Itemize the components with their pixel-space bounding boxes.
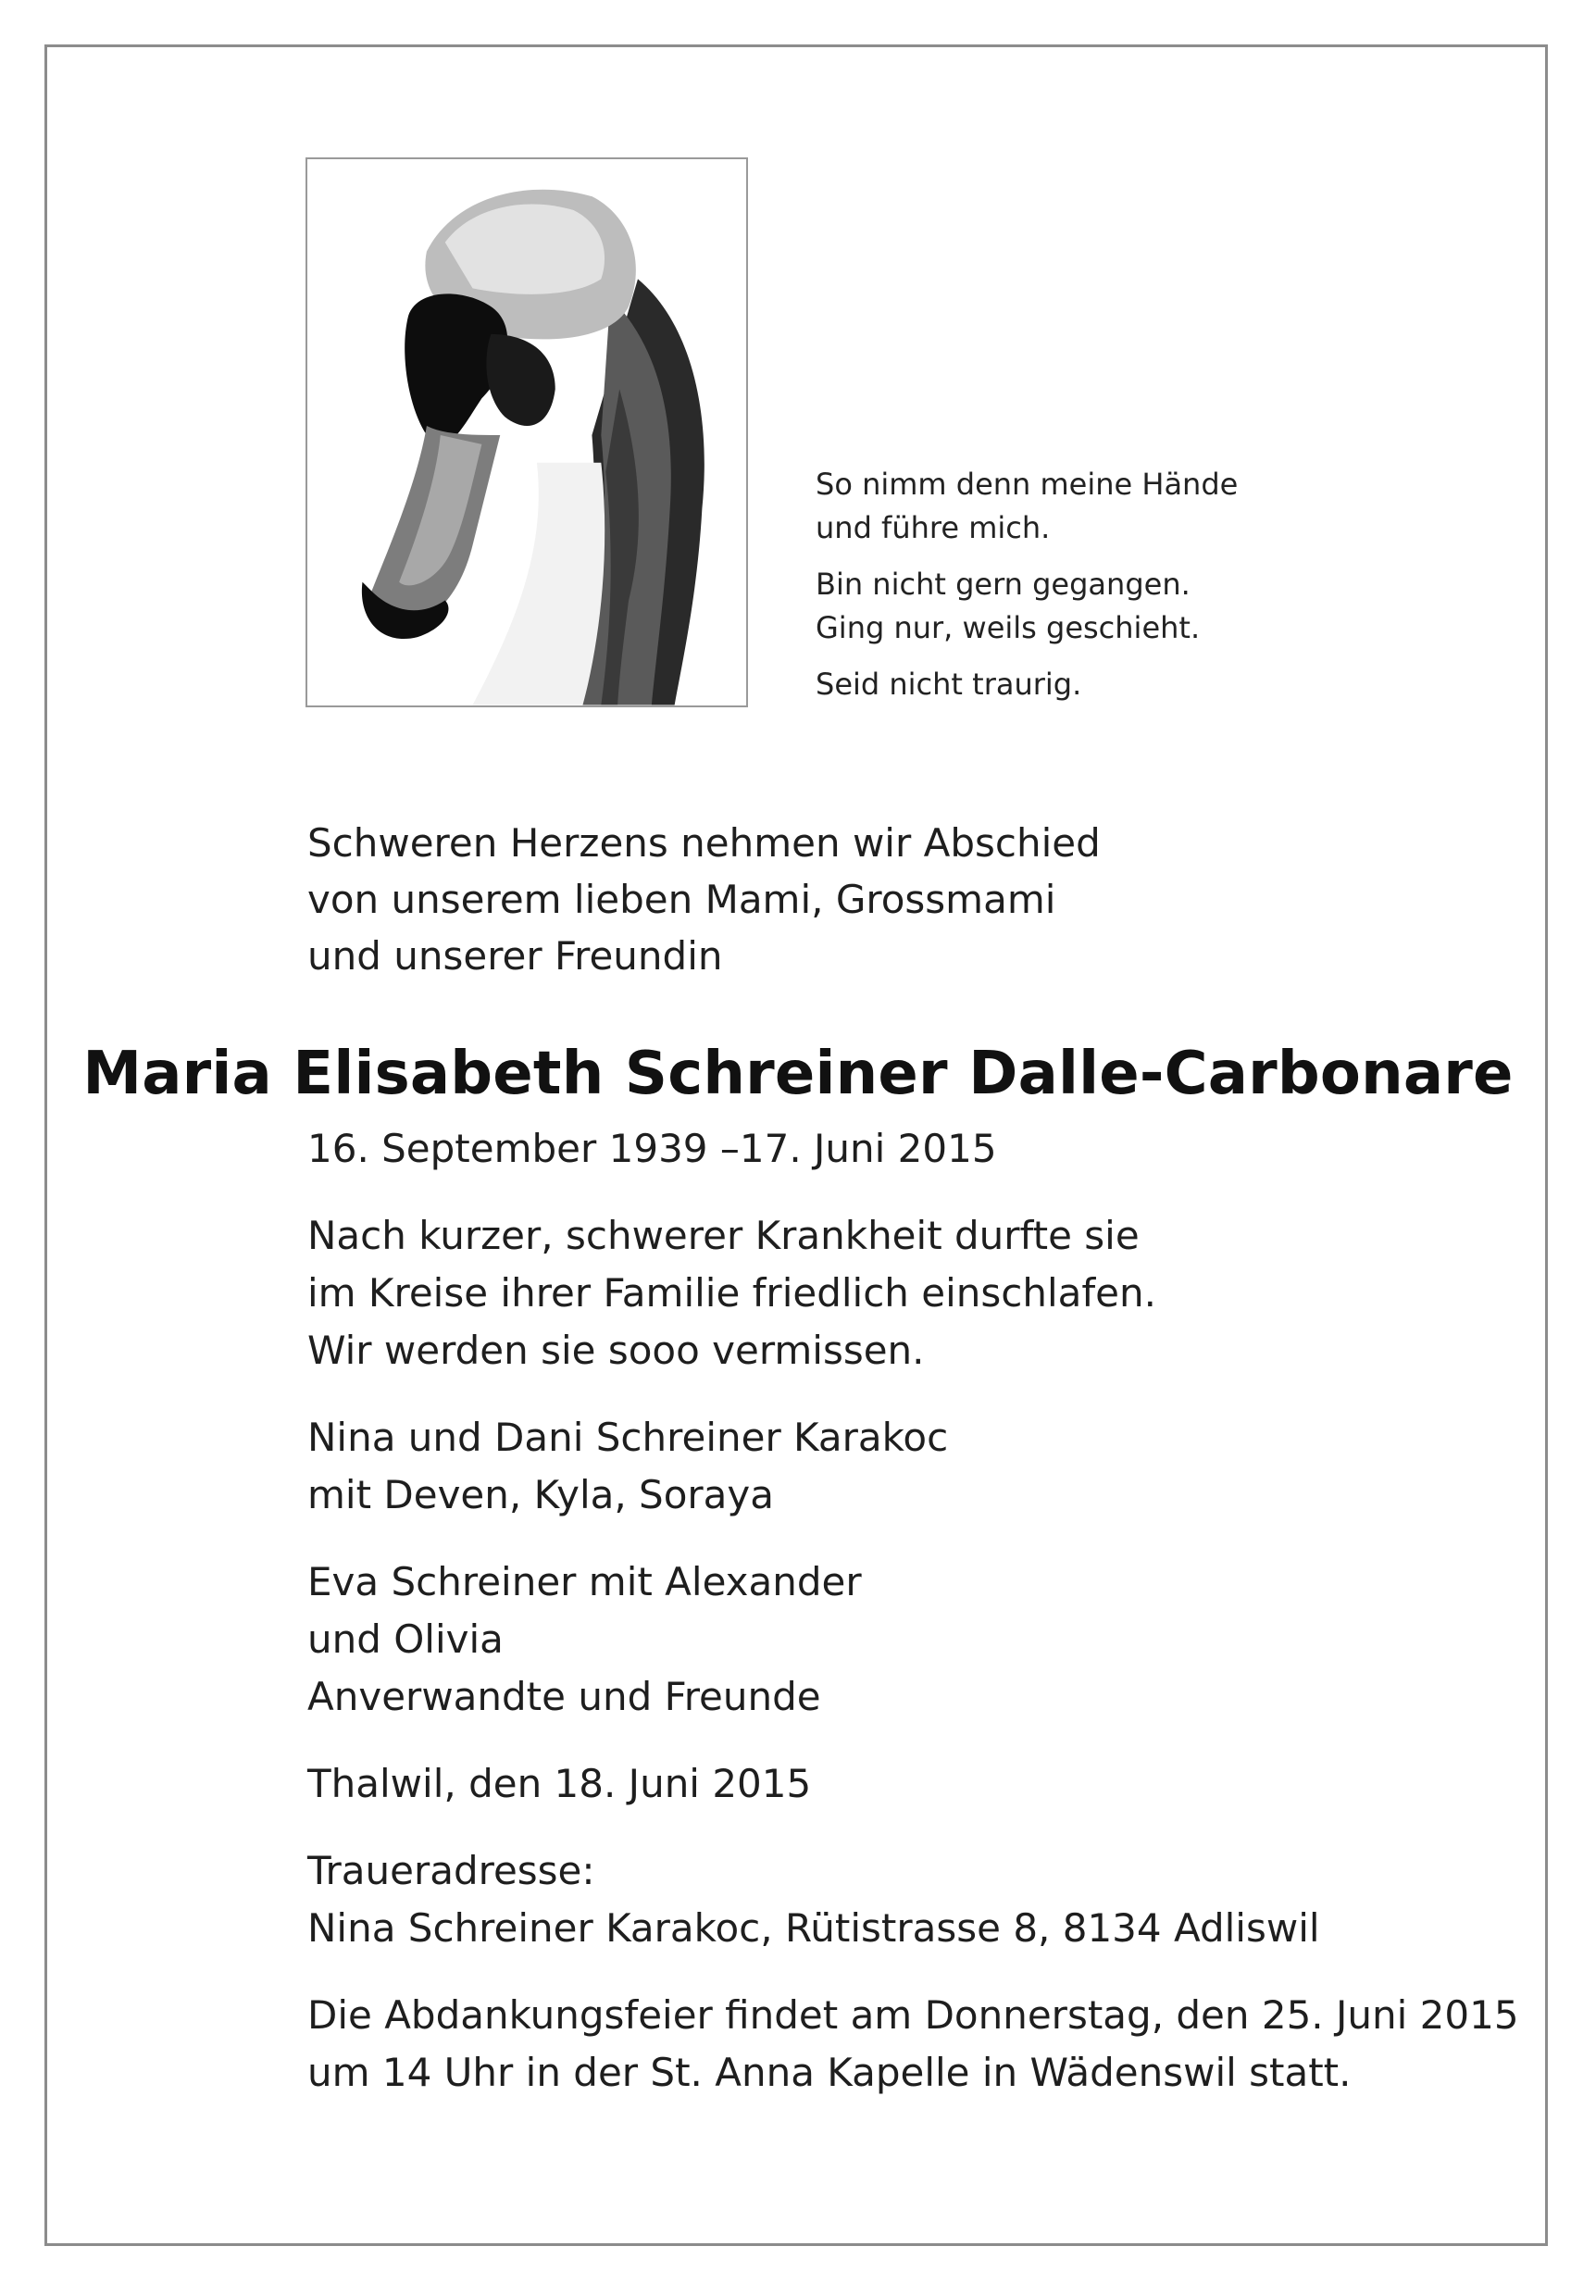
intro-text xyxy=(307,815,1101,984)
intro-line: Schweren Herzens nehmen wir Abschied xyxy=(307,820,1101,866)
message xyxy=(307,1207,1519,1379)
deceased-name: Maria Elisabeth Schreiner Dalle-Carbonare xyxy=(82,1040,1514,1108)
mourners-group-2 xyxy=(307,1554,1519,1726)
mourner-line: Anverwandte und Freunde xyxy=(307,1674,821,1719)
ceremony-line: Die Abdankungsfeier findet am Donnerstag, den 25. Juni 2015 xyxy=(307,1992,1519,2038)
mourner-line: Nina und Dani Schreiner Karakoc xyxy=(307,1415,949,1460)
poem-stanza xyxy=(816,563,1238,650)
mourner-line: Eva Schreiner mit Alexander xyxy=(307,1559,862,1604)
life-dates xyxy=(307,1120,1519,1178)
poem-line: und führe mich. xyxy=(816,510,1051,545)
mourner-line: mit Deven, Kyla, Soraya xyxy=(307,1472,774,1517)
place-date xyxy=(307,1755,1519,1813)
mourners-group-1 xyxy=(307,1409,1519,1524)
message-line: Wir werden sie sooo vermissen. xyxy=(307,1328,925,1373)
ceremony-line: um 14 Uhr in der St. Anna Kapelle in Wädenswil statt. xyxy=(307,2050,1352,2095)
place-date-line: Thalwil, den 18. Juni 2015 xyxy=(307,1761,812,1806)
swan-image xyxy=(305,157,748,707)
poem xyxy=(816,463,1238,719)
poem-line: Seid nicht traurig. xyxy=(816,667,1082,702)
poem-stanza xyxy=(816,463,1238,550)
message-line: Nach kurzer, schwerer Krankheit durfte sie xyxy=(307,1213,1140,1258)
poem-stanza xyxy=(816,663,1238,706)
mourner-line: und Olivia xyxy=(307,1616,504,1662)
poem-line: Bin nicht gern gegangen. xyxy=(816,567,1191,602)
intro-line: von unserem lieben Mami, Grossmami xyxy=(307,877,1056,922)
announcement-body xyxy=(307,1120,1519,2131)
poem-line: Ging nur, weils geschieht. xyxy=(816,610,1201,645)
swan-head-icon xyxy=(307,159,746,705)
poem-line: So nimm denn meine Hände xyxy=(816,467,1239,502)
ceremony-info xyxy=(307,1987,1519,2102)
mourning-address xyxy=(307,1842,1519,1957)
dates-line: 16. September 1939 –17. Juni 2015 xyxy=(307,1126,997,1171)
intro-line: und unserer Freundin xyxy=(307,933,723,979)
address-line: Traueradresse: xyxy=(307,1848,595,1893)
address-line: Nina Schreiner Karakoc, Rütistrasse 8, 8134 Adliswil xyxy=(307,1905,1320,1951)
message-line: im Kreise ihrer Familie friedlich einschlafen. xyxy=(307,1270,1156,1316)
